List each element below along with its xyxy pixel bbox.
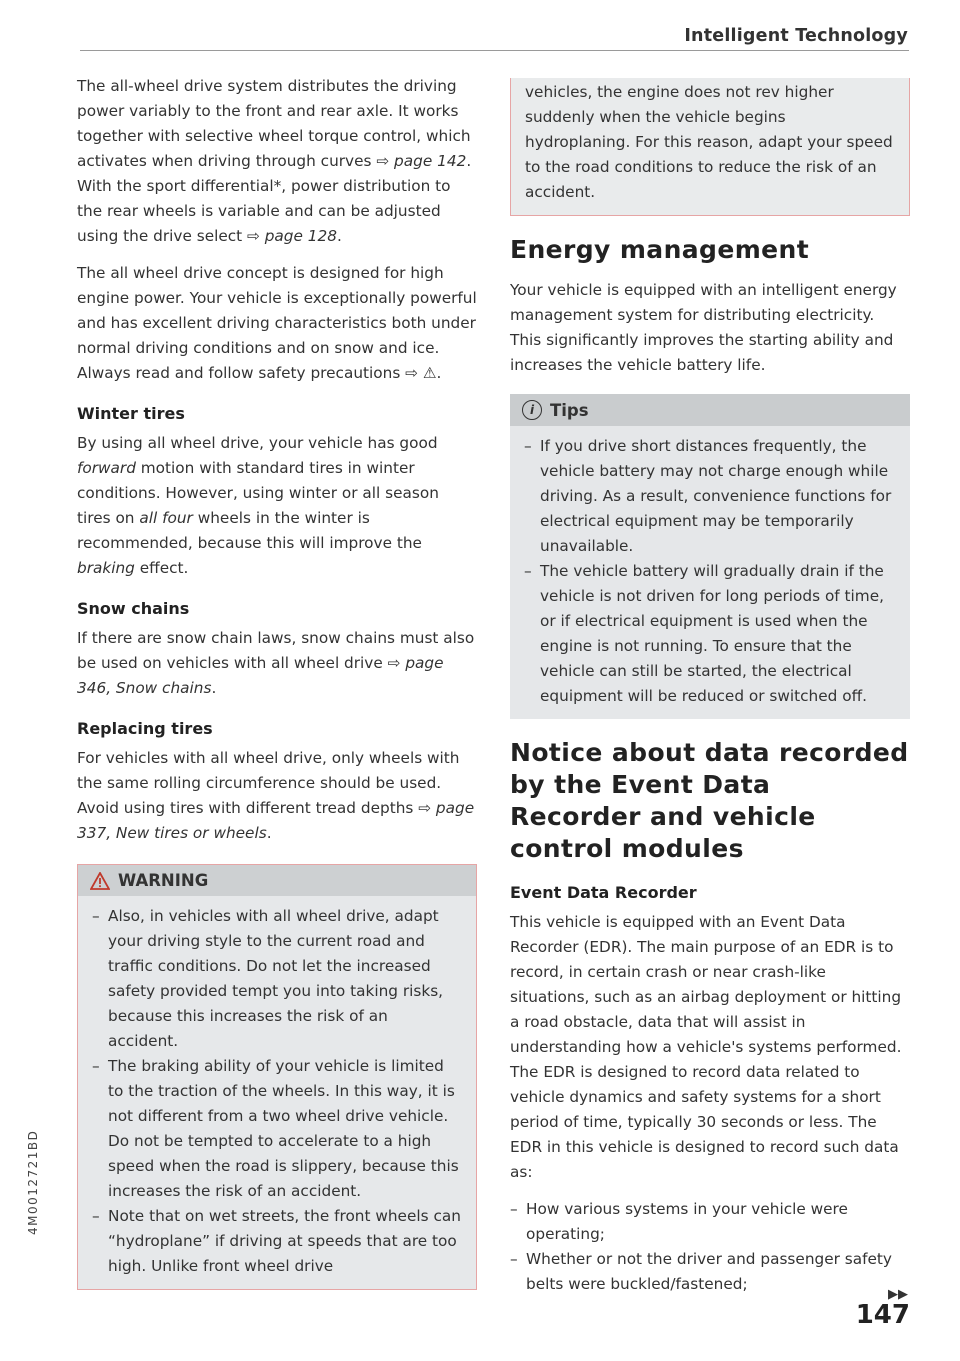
header-rule (80, 50, 909, 51)
list-item: – Also, in vehicles with all wheel drive, adapt your driving style to the current road and traffic conditions. Do not let the increased safety provided tempt you into taking risks, because this increases the risk of an accident. (92, 904, 462, 1054)
left-column (77, 74, 477, 1290)
list-item: – If you drive short distances frequently, the vehicle battery may not charge enough while driving. As a result, convenience functions for electrical equipment may be temporarily unavailable. (524, 434, 896, 559)
text: wheels in the winter is recommended, because this will improve the (77, 509, 422, 552)
awd-paragraph (77, 74, 477, 249)
text: The all-wheel drive system distributes the driving power variably to the front and rear axle. It works together with selective wheel torque control, which activates when driving through curves (77, 77, 471, 170)
text: If there are snow chain laws, snow chains must also be used on vehicles with all wheel drive (77, 629, 475, 672)
page-link-142[interactable]: ⇨ page 142 (376, 152, 467, 170)
edr-heading: Event Data Recorder (510, 883, 697, 902)
edr-paragraph: This vehicle is equipped with an Event Data Recorder (EDR). The main purpose of an EDR is to record, in certain crash or near crash-like situations, such as an airbag deployment or hitting a road obstacle, data that will assist in understanding how a vehicle's systems performed. The EDR is designed to record data related to vehicle dynamics and safety systems for a short period of time, typically 30 seconds or less. The EDR in this vehicle is designed to record such data as: (510, 913, 902, 1181)
energy-management-heading: Energy management (510, 235, 810, 264)
text: effect. (134, 559, 189, 577)
snow-chains-heading: Snow chains (77, 599, 190, 618)
emphasis: all four (139, 509, 193, 527)
tips-box (510, 394, 910, 719)
right-column (510, 78, 910, 1297)
tips-body (510, 426, 910, 719)
emphasis: forward (77, 459, 136, 477)
replacing-tires-paragraph (77, 746, 477, 846)
winter-tires-heading: Winter tires (77, 404, 185, 423)
text: . (266, 824, 272, 842)
awd-concept-paragraph: The all wheel drive concept is designed for high engine power. Your vehicle is exceptionally powerful and has excellent driving characteristics both under normal driving conditions and on snow and ice. Always read and follow safety precautions ⇨ ⚠. (77, 264, 477, 382)
list-item: – The vehicle battery will gradually drain if the vehicle is not driven for long periods of time, or if electrical equipment is used when the engine is not running. To ensure that the vehicle can still be started, the electrical equipment will be reduced or switched off. (524, 559, 896, 709)
replacing-tires-heading: Replacing tires (77, 719, 213, 738)
text: For vehicles with all wheel drive, only wheels with the same rolling circumference should be used. Avoid using tires with different tread depths (77, 749, 460, 817)
page-number: 147 (855, 1300, 910, 1330)
list-item: – Note that on wet streets, the front wheels can “hydroplane” if driving at speeds that are too high. Unlike front wheel drive (92, 1204, 462, 1279)
text: By using all wheel drive, your vehicle has good (77, 434, 438, 452)
warning-continuation-text: vehicles, the engine does not rev higher suddenly when the vehicle begins hydroplaning. For this reason, adapt your speed to the road conditions to reduce the risk of an accident. (525, 83, 893, 201)
list-item: – Whether or not the driver and passenger safety belts were buckled/fastened; (510, 1247, 910, 1297)
tips-label: Tips (550, 400, 589, 420)
winter-tires-paragraph (77, 431, 477, 581)
warning-header (78, 865, 476, 896)
text: motion with standard tires in winter conditions. However, using winter or all season tires on (77, 459, 439, 527)
text: . (211, 679, 217, 697)
running-header: Intelligent Technology (684, 26, 908, 46)
warning-list (92, 904, 462, 1279)
edr-list (510, 1197, 910, 1297)
tips-list (524, 434, 896, 709)
warning-continuation (510, 78, 910, 216)
page-link-128[interactable]: ⇨ page 128 (247, 227, 337, 245)
energy-management-paragraph: Your vehicle is equipped with an intelligent energy management system for distributing electricity. This significantly improves the starting ability and increases the vehicle battery life. (510, 281, 897, 374)
list-item: – The braking ability of your vehicle is limited to the traction of the wheels. In this way, it is not different from a two wheel drive vehicle. Do not be tempted to accelerate to a high speed when the road is slippery, because this increases the risk of an accident. (92, 1054, 462, 1204)
info-icon: i (522, 400, 542, 420)
continue-arrow-icon: ▶▶ (888, 1287, 908, 1302)
warning-triangle-icon (90, 872, 110, 890)
page-link-346[interactable]: ⇨ page 346, Snow chains (77, 654, 444, 697)
tips-header (510, 394, 910, 426)
emphasis: braking (77, 559, 135, 577)
warning-box (77, 864, 477, 1290)
snow-chains-paragraph (77, 626, 477, 701)
list-item: – How various systems in your vehicle were operating; (510, 1197, 910, 1247)
data-notice-heading: Notice about data recorded by the Event Data Recorder and vehicle control modules (510, 738, 909, 863)
warning-body (78, 896, 476, 1289)
page-link-337[interactable]: ⇨ page 337, New tires or wheels (77, 799, 475, 842)
text: . With the sport differential*, power distribution to the rear wheels is variable and can be adjusted using the drive select (77, 152, 472, 245)
document-code: 4M0012721BD (26, 1129, 40, 1235)
warning-label: WARNING (118, 871, 209, 890)
text: . (337, 227, 342, 245)
